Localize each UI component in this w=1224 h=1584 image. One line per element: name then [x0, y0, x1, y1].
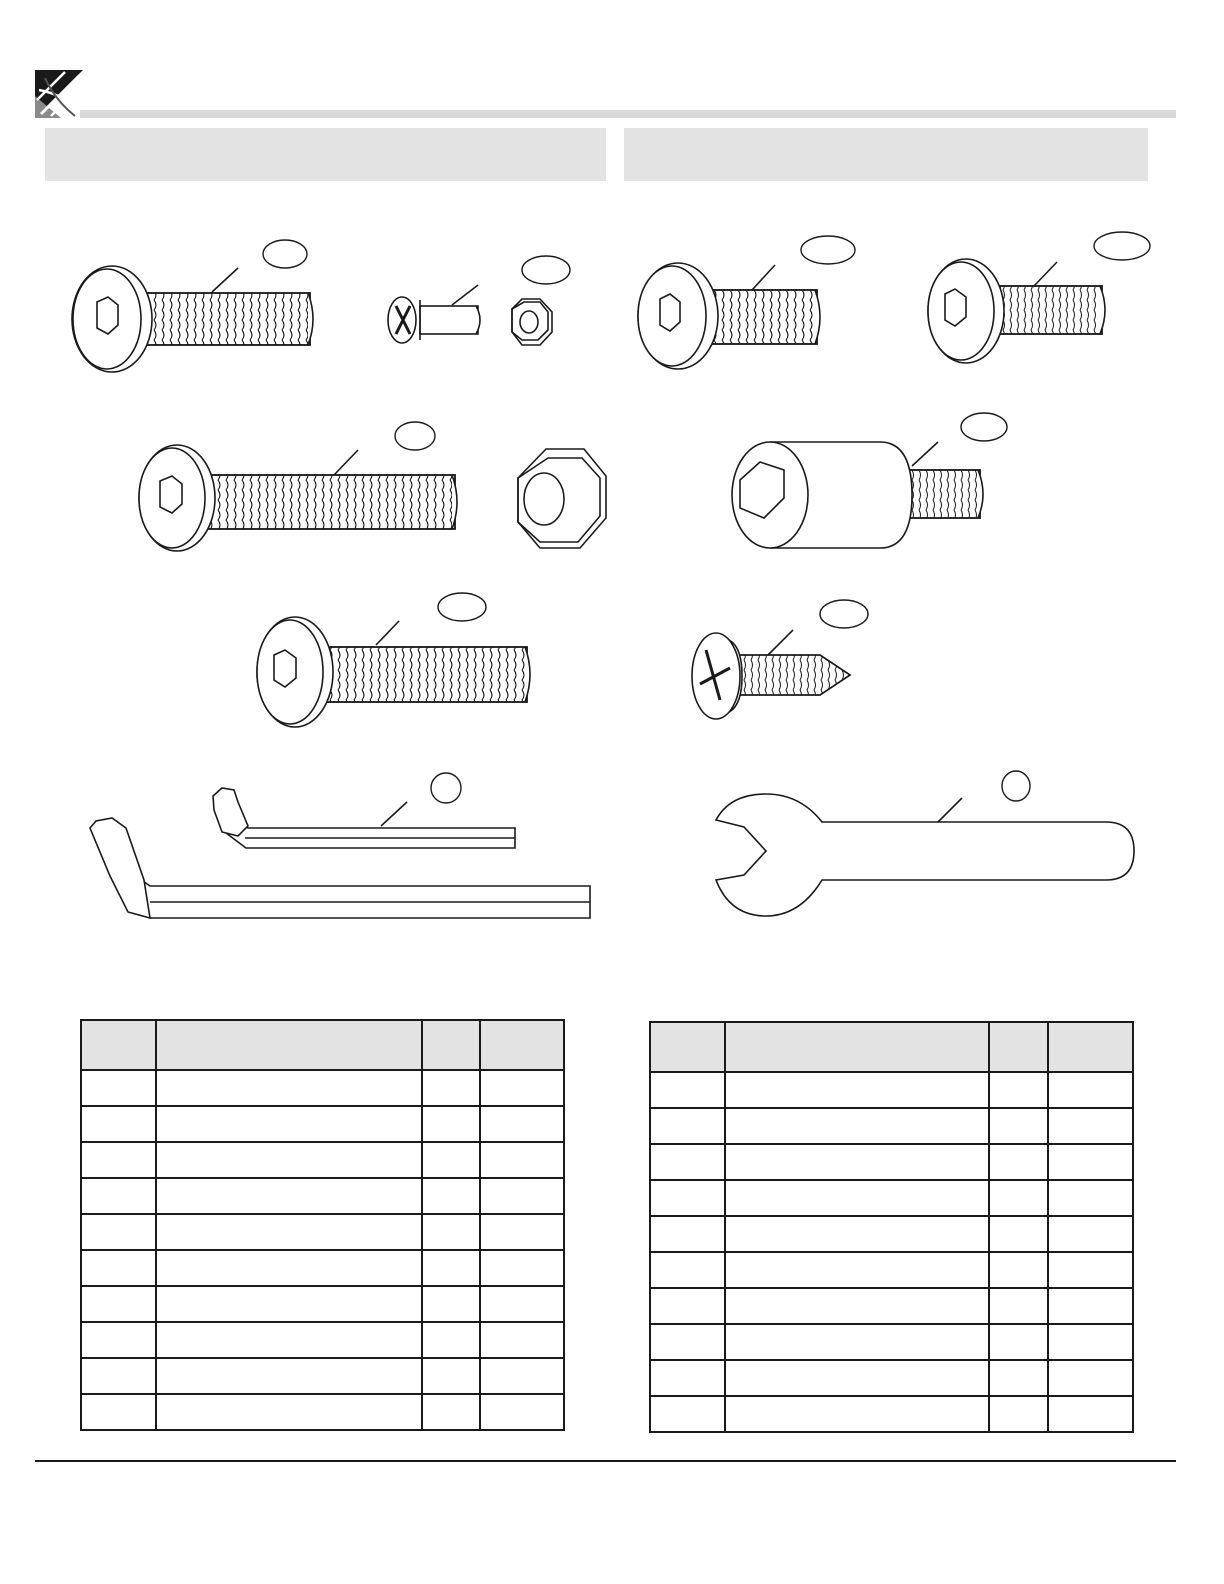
table-cell [725, 1216, 989, 1252]
table-cell [989, 1072, 1048, 1108]
right-parts-table [649, 1021, 1134, 1433]
table-cell [422, 1142, 480, 1178]
table-cell [81, 1142, 156, 1178]
table-cell [422, 1394, 480, 1430]
table-cell [650, 1144, 725, 1180]
table-cell [650, 1288, 725, 1324]
table-cell [989, 1324, 1048, 1360]
medium-button-head-bolt-icon [257, 617, 530, 727]
table-row [81, 1178, 564, 1214]
table-row [81, 1070, 564, 1106]
table-row [81, 1142, 564, 1178]
table-cell [422, 1106, 480, 1142]
table-row [650, 1252, 1133, 1288]
left-parts-table [80, 1019, 565, 1431]
column-header [650, 1022, 725, 1072]
table-cell [480, 1070, 564, 1106]
small-hex-nut-icon [512, 299, 552, 345]
column-header [989, 1022, 1048, 1072]
table-cell [480, 1286, 564, 1322]
table-cell [650, 1396, 725, 1432]
table-cell [422, 1070, 480, 1106]
table-cell [480, 1358, 564, 1394]
table-cell [422, 1286, 480, 1322]
column-header [422, 1020, 480, 1070]
table-row [650, 1216, 1133, 1252]
table-cell [156, 1250, 422, 1286]
footer-rule [35, 1460, 1176, 1462]
table-cell [650, 1324, 725, 1360]
table-cell [156, 1070, 422, 1106]
table-cell [422, 1214, 480, 1250]
table-cell [81, 1106, 156, 1142]
table-cell [422, 1322, 480, 1358]
table-cell [725, 1180, 989, 1216]
table-cell [725, 1396, 989, 1432]
table-cell [725, 1288, 989, 1324]
table-cell [650, 1108, 725, 1144]
column-header [156, 1020, 422, 1070]
table-cell [650, 1252, 725, 1288]
table-row [650, 1108, 1133, 1144]
table-cell [480, 1394, 564, 1430]
table-cell [989, 1180, 1048, 1216]
long-button-head-bolt-icon [139, 445, 457, 551]
table-row [81, 1106, 564, 1142]
table-cell [1048, 1144, 1133, 1180]
table-cell [1048, 1252, 1133, 1288]
table-cell [725, 1108, 989, 1144]
table-cell [156, 1394, 422, 1430]
table-row [650, 1396, 1133, 1432]
table-cell [989, 1252, 1048, 1288]
table-cell [989, 1396, 1048, 1432]
table-cell [81, 1394, 156, 1430]
table-cell [1048, 1360, 1133, 1396]
table-cell [1048, 1216, 1133, 1252]
table-cell [480, 1178, 564, 1214]
table-cell [81, 1358, 156, 1394]
table-cell [81, 1286, 156, 1322]
column-header [725, 1022, 989, 1072]
table-row [650, 1288, 1133, 1324]
socket-head-cap-bolt-icon [732, 442, 983, 548]
table-header-row [650, 1022, 1133, 1072]
column-header [81, 1020, 156, 1070]
table-cell [156, 1214, 422, 1250]
table-cell [1048, 1324, 1133, 1360]
table-cell [1048, 1396, 1133, 1432]
table-cell [156, 1106, 422, 1142]
table-cell [725, 1252, 989, 1288]
table-cell [480, 1106, 564, 1142]
table-cell [81, 1178, 156, 1214]
table-row [81, 1286, 564, 1322]
table-cell [1048, 1108, 1133, 1144]
short-button-head-bolt-icon [638, 263, 820, 369]
short-button-head-bolt-icon [928, 259, 1105, 363]
table-cell [989, 1144, 1048, 1180]
table-cell [650, 1216, 725, 1252]
table-cell [81, 1250, 156, 1286]
allen-key-set-icon [90, 788, 590, 918]
table-cell [989, 1360, 1048, 1396]
button-head-bolt-icon [72, 266, 313, 372]
table-cell [725, 1072, 989, 1108]
column-header [1048, 1022, 1133, 1072]
table-cell [480, 1214, 564, 1250]
table-cell [156, 1178, 422, 1214]
table-cell [989, 1216, 1048, 1252]
table-cell [156, 1286, 422, 1322]
table-cell [81, 1214, 156, 1250]
table-row [81, 1394, 564, 1430]
table-header-row [81, 1020, 564, 1070]
table-cell [81, 1322, 156, 1358]
table-cell [81, 1070, 156, 1106]
table-row [650, 1360, 1133, 1396]
table-row [81, 1322, 564, 1358]
table-cell [480, 1250, 564, 1286]
table-row [650, 1144, 1133, 1180]
table-cell [650, 1072, 725, 1108]
table-cell [422, 1358, 480, 1394]
table-cell [480, 1142, 564, 1178]
table-cell [1048, 1288, 1133, 1324]
table-row [650, 1072, 1133, 1108]
table-row [81, 1250, 564, 1286]
table-cell [725, 1144, 989, 1180]
table-cell [422, 1250, 480, 1286]
table-cell [1048, 1180, 1133, 1216]
table-cell [989, 1288, 1048, 1324]
table-cell [725, 1324, 989, 1360]
table-row [650, 1324, 1133, 1360]
table-cell [650, 1180, 725, 1216]
table-cell [156, 1142, 422, 1178]
table-cell [725, 1360, 989, 1396]
flat-head-screw-icon [388, 285, 480, 343]
open-end-wrench-icon [716, 794, 1134, 916]
large-hex-nut-icon [518, 449, 606, 548]
column-header [480, 1020, 564, 1070]
table-row [81, 1358, 564, 1394]
table-row [81, 1214, 564, 1250]
table-cell [422, 1178, 480, 1214]
table-cell [650, 1360, 725, 1396]
table-cell [480, 1322, 564, 1358]
table-cell [156, 1358, 422, 1394]
table-cell [1048, 1072, 1133, 1108]
self-tapping-screw-icon [692, 630, 850, 719]
table-row [650, 1180, 1133, 1216]
table-cell [156, 1322, 422, 1358]
table-cell [989, 1108, 1048, 1144]
